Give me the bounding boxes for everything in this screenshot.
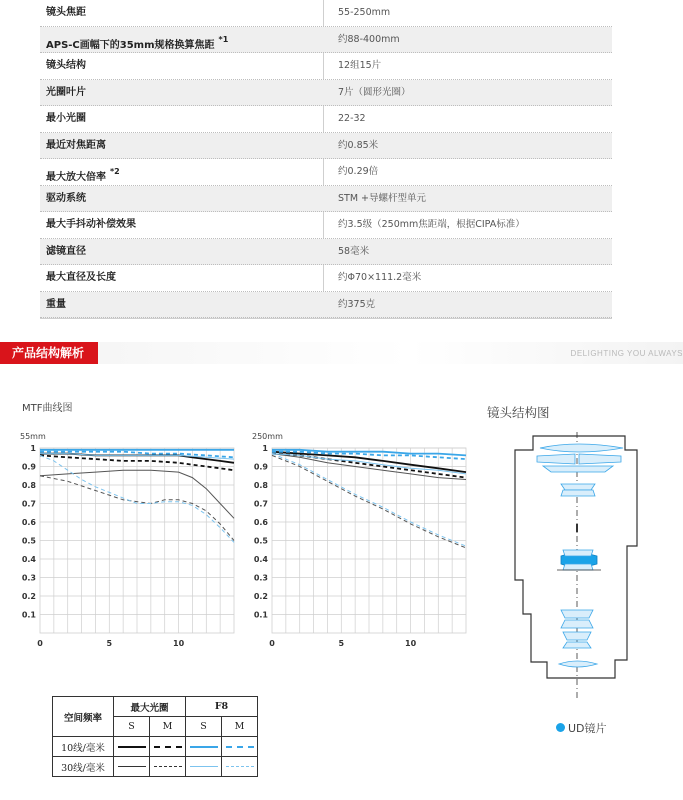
spec-row	[40, 265, 612, 292]
legend-swatch-f8-30-S	[186, 757, 222, 777]
spec-row	[40, 27, 612, 54]
x-tick-label: 10	[405, 639, 417, 648]
y-tick-label: 0.2	[253, 592, 268, 601]
legend-swatch-max-10-M	[150, 737, 186, 757]
legend-header-max-aperture: 最大光圈	[114, 697, 186, 717]
spec-label-text: 最小光圈	[46, 113, 86, 124]
spec-footnote-mark: *2	[110, 167, 120, 176]
spec-row	[40, 106, 612, 133]
spec-value: 约3.5级（250mm焦距端，根据CIPA标准）	[338, 219, 525, 230]
legend-row-10: 10线/毫米	[53, 737, 114, 757]
lens-element	[563, 642, 591, 648]
legend-swatch-f8-10-S	[186, 737, 222, 757]
spec-value: STM +导螺杆型单元	[338, 192, 427, 204]
spec-row	[40, 80, 612, 107]
spec-label-text: 驱动系统	[46, 192, 86, 204]
spec-label-text: 镜头结构	[46, 60, 86, 71]
y-tick-label: 0.1	[253, 610, 268, 620]
y-tick-label: 0.7	[253, 499, 268, 509]
spec-row	[40, 186, 612, 213]
y-tick-label: 0.7	[21, 499, 36, 509]
spec-row	[40, 133, 612, 160]
spec-value: 约0.85米	[338, 139, 379, 151]
y-tick-label: 0.8	[253, 481, 268, 490]
spec-value: 12组15片	[338, 60, 382, 71]
spec-row	[40, 159, 612, 186]
legend-header-f8: F8	[186, 697, 258, 717]
x-tick-label: 10	[173, 639, 185, 648]
section-title: 产品结构解析	[12, 346, 85, 360]
y-tick-label: 0.4	[21, 555, 36, 564]
y-tick-label: 0.5	[253, 536, 268, 546]
spec-label	[46, 0, 86, 27]
y-tick-label: 0.4	[253, 555, 268, 564]
x-tick-label: 0	[37, 639, 43, 648]
legend-header-s: S	[186, 717, 222, 737]
mtf-chart-55mm	[18, 428, 240, 650]
spec-table	[0, 0, 683, 318]
legend-swatch-f8-30-M	[222, 757, 258, 777]
ud-lens-legend-label: UD镜片	[568, 722, 607, 735]
spec-row	[40, 239, 612, 266]
spec-value: 58毫米	[338, 245, 370, 257]
lens-element	[563, 550, 593, 556]
y-tick-label: 0.3	[253, 573, 268, 583]
legend-header-m: M	[222, 717, 258, 737]
spec-label	[46, 53, 86, 80]
ud-lens-legend-dot	[556, 723, 565, 732]
lens-element	[561, 484, 595, 490]
lens-element	[540, 444, 623, 452]
spec-value: 约0.29倍	[338, 166, 379, 177]
y-tick-label: 0.5	[21, 536, 36, 546]
spec-label-text: 重量	[46, 298, 66, 310]
y-tick-label: 0.8	[21, 481, 36, 490]
lens-element	[579, 454, 621, 464]
lens-element	[563, 632, 591, 640]
spec-label-text: 滤镜直径	[46, 245, 86, 257]
spec-value: 约88-400mm	[338, 33, 400, 45]
y-tick-label: 0.2	[21, 592, 36, 601]
x-tick-label: 5	[338, 639, 345, 648]
legend-swatch-max-10-S	[114, 737, 150, 757]
spec-label	[46, 186, 86, 213]
spec-row	[40, 292, 612, 319]
spec-value: 22-32	[338, 113, 366, 124]
legend-header-s: S	[114, 717, 150, 737]
spec-label-text: 镜头焦距	[46, 7, 86, 18]
chart-title: 55mm	[20, 432, 46, 441]
y-tick-label: 0.9	[253, 462, 268, 472]
spec-label	[46, 292, 66, 319]
lens-element	[561, 620, 593, 628]
spec-label	[46, 265, 116, 292]
legend-swatch-max-30-S	[114, 757, 150, 777]
spec-label	[46, 133, 106, 160]
lens-element	[559, 661, 597, 667]
spec-label-text: APS-C画幅下的35mm规格换算焦距	[46, 39, 215, 51]
lens-structure-diagram	[505, 428, 655, 700]
spec-value: 约375克	[338, 298, 376, 310]
x-tick-label: 5	[106, 639, 113, 648]
legend-header-frequency: 空间频率	[53, 697, 114, 737]
mtf-title: MTF曲线图	[22, 403, 73, 414]
spec-label-text: 光圈叶片	[46, 86, 86, 98]
y-tick-label: 0.9	[21, 462, 36, 472]
spec-row	[40, 212, 612, 239]
legend-swatch-f8-10-M	[222, 737, 258, 757]
section-header-tab	[0, 342, 98, 364]
spec-row-separator	[40, 317, 612, 318]
mtf-chart-250mm	[250, 428, 472, 650]
legend-header-m: M	[150, 717, 186, 737]
spec-label	[46, 106, 86, 133]
lens-element	[561, 490, 595, 496]
legend-swatch-max-30-M	[150, 757, 186, 777]
spec-row	[40, 0, 612, 27]
spec-footnote-mark: *1	[218, 34, 229, 44]
spec-value: 7片（圆形光圈）	[338, 86, 411, 98]
spec-label-text: 最大手抖动补偿效果	[46, 219, 136, 230]
spec-label	[46, 212, 136, 239]
spec-value: 约Φ70×111.2毫米	[338, 272, 422, 283]
mtf-legend-table	[52, 696, 258, 777]
spec-label-text: 最大直径及长度	[46, 272, 116, 283]
lens-element	[543, 466, 613, 472]
spec-value: 55-250mm	[338, 7, 391, 18]
spec-label-text: 最近对焦距离	[46, 139, 106, 151]
legend-row-30: 30线/毫米	[53, 757, 114, 777]
section-slogan: DELIGHTING YOU ALWAYS	[570, 349, 683, 358]
spec-label	[46, 80, 86, 107]
lens-element	[537, 454, 575, 464]
x-tick-label: 0	[269, 639, 275, 648]
spec-label-text: 最大放大倍率	[46, 172, 106, 183]
lens-element	[561, 610, 593, 618]
y-tick-label: 0.3	[21, 573, 36, 583]
chart-title: 250mm	[252, 432, 283, 441]
y-tick-label: 0.1	[21, 610, 36, 620]
spec-label	[46, 239, 86, 266]
spec-row	[40, 53, 612, 80]
y-tick-label: 1	[262, 444, 268, 453]
y-tick-label: 0.6	[253, 518, 268, 527]
spec-table-body	[40, 0, 612, 319]
lens-element	[563, 564, 593, 570]
y-tick-label: 1	[30, 444, 36, 453]
lens-structure-title: 镜头结构图	[487, 405, 550, 420]
y-tick-label: 0.6	[21, 518, 36, 527]
